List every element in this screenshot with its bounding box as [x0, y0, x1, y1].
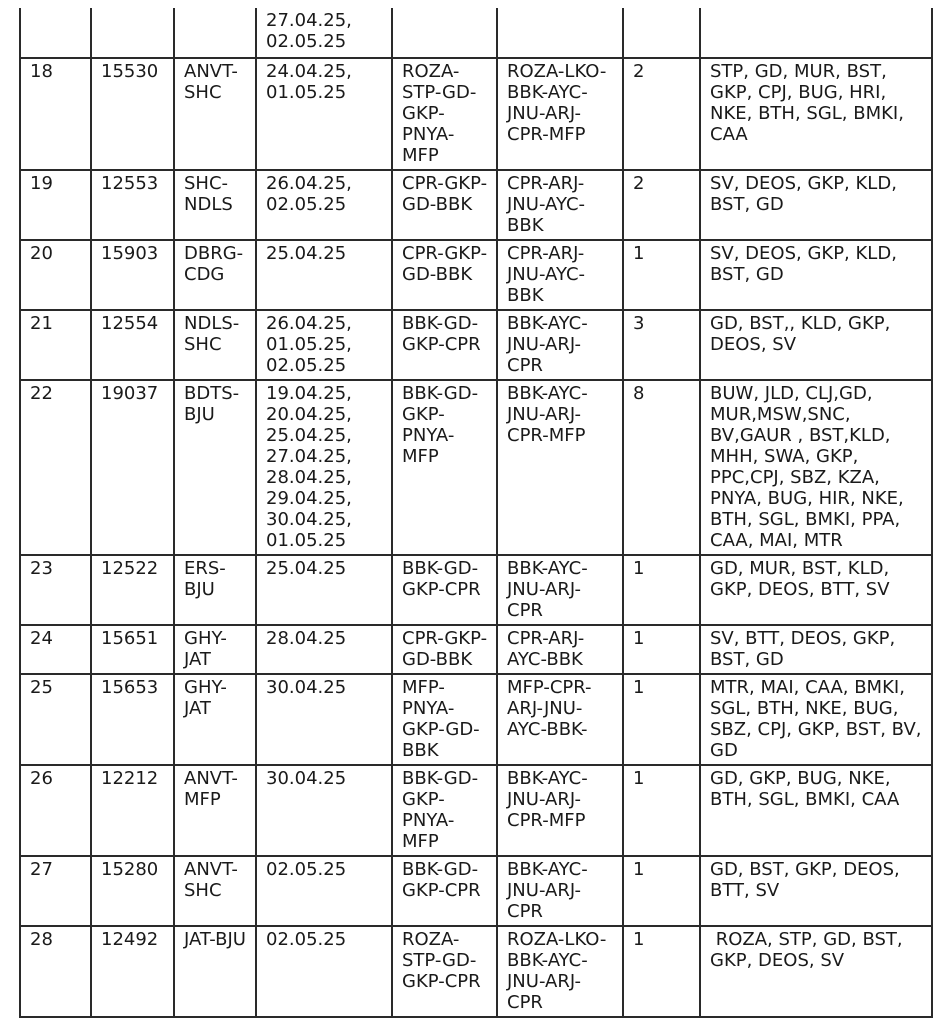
cell-count: 1 — [623, 765, 700, 856]
cell-serial-no: 27 — [20, 856, 91, 926]
cell-original-route: ROZA-STP-GD-GKP-CPR — [392, 926, 497, 1017]
cell-serial-no: 18 — [20, 58, 91, 170]
table-row — [20, 856, 932, 926]
cell-diverted-route: MFP-CPR-ARJ-JNU-AYC-BBK- — [497, 674, 623, 765]
cell-count: 1 — [623, 674, 700, 765]
cell-stations: ROZA, STP, GD, BST, GKP, DEOS, SV — [700, 926, 932, 1017]
cell-count: 2 — [623, 58, 700, 170]
cell-route: GHY-JAT — [174, 625, 256, 674]
cell-serial-no: 26 — [20, 765, 91, 856]
cell-serial-no: 24 — [20, 625, 91, 674]
cell-serial-no: 23 — [20, 555, 91, 625]
cell-count: 1 — [623, 240, 700, 310]
cell-train-no: 15903 — [91, 240, 174, 310]
cell-original-route: CPR-GKP-GD-BBK — [392, 240, 497, 310]
cell-route: ANVT-SHC — [174, 856, 256, 926]
cell-diverted-route: BBK-AYC-JNU-ARJ-CPR — [497, 310, 623, 380]
cell-stations — [700, 8, 932, 58]
cell-serial-no: 21 — [20, 310, 91, 380]
cell-stations: GD, MUR, BST, KLD, GKP, DEOS, BTT, SV — [700, 555, 932, 625]
cell-serial-no — [20, 8, 91, 58]
cell-serial-no: 19 — [20, 170, 91, 240]
cell-count: 1 — [623, 625, 700, 674]
cell-train-no: 15651 — [91, 625, 174, 674]
cell-route: ERS-BJU — [174, 555, 256, 625]
cell-train-no: 15530 — [91, 58, 174, 170]
cell-stations: GD, BST, GKP, DEOS, BTT, SV — [700, 856, 932, 926]
cell-dates: 24.04.25, 01.05.25 — [256, 58, 392, 170]
cell-train-no: 19037 — [91, 380, 174, 555]
cell-diverted-route: CPR-ARJ-JNU-AYC-BBK — [497, 170, 623, 240]
cell-route: BDTS-BJU — [174, 380, 256, 555]
cell-route — [174, 8, 256, 58]
cell-diverted-route: BBK-AYC-JNU-ARJ-CPR — [497, 856, 623, 926]
cell-count: 2 — [623, 170, 700, 240]
cell-train-no: 12492 — [91, 926, 174, 1017]
cell-stations: MTR, MAI, CAA, BMKI, SGL, BTH, NKE, BUG, SBZ, CPJ, GKP, BST, BV, GD — [700, 674, 932, 765]
table-row — [20, 765, 932, 856]
cell-stations: SV, DEOS, GKP, KLD, BST, GD — [700, 170, 932, 240]
cell-stations: GD, BST,, KLD, GKP, DEOS, SV — [700, 310, 932, 380]
cell-count: 8 — [623, 380, 700, 555]
cell-train-no — [91, 8, 174, 58]
cell-dates: 02.05.25 — [256, 926, 392, 1017]
table-row — [20, 240, 932, 310]
cell-original-route — [392, 8, 497, 58]
cell-original-route: BBK-GD-GKP-CPR — [392, 856, 497, 926]
cell-count — [623, 8, 700, 58]
cell-route: SHC-NDLS — [174, 170, 256, 240]
cell-diverted-route: CPR-ARJ-JNU-AYC-BBK — [497, 240, 623, 310]
cell-dates: 02.05.25 — [256, 856, 392, 926]
table-row — [20, 674, 932, 765]
cell-route: GHY-JAT — [174, 674, 256, 765]
cell-diverted-route — [497, 8, 623, 58]
cell-dates: 25.04.25 — [256, 240, 392, 310]
cell-count: 1 — [623, 856, 700, 926]
cell-train-no: 12212 — [91, 765, 174, 856]
cell-train-no: 12554 — [91, 310, 174, 380]
cell-diverted-route: ROZA-LKO-BBK-AYC-JNU-ARJ-CPR — [497, 926, 623, 1017]
cell-dates: 30.04.25 — [256, 765, 392, 856]
table-row — [20, 170, 932, 240]
cell-dates: 26.04.25, 01.05.25, 02.05.25 — [256, 310, 392, 380]
table-body — [20, 8, 932, 1017]
cell-train-no: 15280 — [91, 856, 174, 926]
cell-diverted-route: ROZA-LKO-BBK-AYC-JNU-ARJ-CPR-MFP — [497, 58, 623, 170]
cell-diverted-route: CPR-ARJ-AYC-BBK — [497, 625, 623, 674]
cell-route: ANVT-SHC — [174, 58, 256, 170]
table-row — [20, 380, 932, 555]
cell-original-route: BBK-GD-GKP-CPR — [392, 310, 497, 380]
cell-original-route: BBK-GD-GKP-PNYA-MFP — [392, 380, 497, 555]
cell-original-route: BBK-GD-GKP-PNYA-MFP — [392, 765, 497, 856]
table-row — [20, 926, 932, 1017]
cell-stations: SV, BTT, DEOS, GKP, BST, GD — [700, 625, 932, 674]
cell-original-route: MFP-PNYA-GKP-GD-BBK — [392, 674, 497, 765]
cell-diverted-route: BBK-AYC-JNU-ARJ-CPR — [497, 555, 623, 625]
cell-route: DBRG-CDG — [174, 240, 256, 310]
cell-original-route: ROZA-STP-GD-GKP-PNYA-MFP — [392, 58, 497, 170]
cell-count: 3 — [623, 310, 700, 380]
cell-count: 1 — [623, 926, 700, 1017]
train-diversion-table — [19, 8, 933, 1018]
cell-route: NDLS-SHC — [174, 310, 256, 380]
cell-stations: GD, GKP, BUG, NKE, BTH, SGL, BMKI, CAA — [700, 765, 932, 856]
cell-route: JAT-BJU — [174, 926, 256, 1017]
cell-stations: STP, GD, MUR, BST, GKP, CPJ, BUG, HRI, NKE, BTH, SGL, BMKI, CAA — [700, 58, 932, 170]
table-row — [20, 555, 932, 625]
table-row — [20, 310, 932, 380]
cell-stations: SV, DEOS, GKP, KLD, BST, GD — [700, 240, 932, 310]
cell-dates: 25.04.25 — [256, 555, 392, 625]
cell-train-no: 12522 — [91, 555, 174, 625]
cell-route: ANVT-MFP — [174, 765, 256, 856]
cell-original-route: CPR-GKP-GD-BBK — [392, 625, 497, 674]
cell-count: 1 — [623, 555, 700, 625]
table-row — [20, 625, 932, 674]
cell-dates: 30.04.25 — [256, 674, 392, 765]
cell-diverted-route: BBK-AYC-JNU-ARJ-CPR-MFP — [497, 380, 623, 555]
cell-diverted-route: BBK-AYC-JNU-ARJ-CPR-MFP — [497, 765, 623, 856]
cell-stations: BUW, JLD, CLJ,GD, MUR,MSW,SNC, BV,GAUR , BST,KLD, MHH, SWA, GKP, PPC,CPJ, SBZ, KZA, PNYA, BUG, HIR, NKE, BTH, SGL, BMKI, PPA, CAA, MAI, MTR — [700, 380, 932, 555]
cell-train-no: 12553 — [91, 170, 174, 240]
cell-dates: 19.04.25, 20.04.25, 25.04.25, 27.04.25, 28.04.25, 29.04.25, 30.04.25, 01.05.25 — [256, 380, 392, 555]
cell-serial-no: 25 — [20, 674, 91, 765]
cell-serial-no: 20 — [20, 240, 91, 310]
cell-serial-no: 28 — [20, 926, 91, 1017]
partial-table-row — [20, 8, 932, 58]
table-row — [20, 58, 932, 170]
cell-dates: 27.04.25, 02.05.25 — [256, 8, 392, 58]
cell-dates: 28.04.25 — [256, 625, 392, 674]
cell-dates: 26.04.25, 02.05.25 — [256, 170, 392, 240]
cell-original-route: CPR-GKP-GD-BBK — [392, 170, 497, 240]
cell-train-no: 15653 — [91, 674, 174, 765]
cell-original-route: BBK-GD-GKP-CPR — [392, 555, 497, 625]
cell-serial-no: 22 — [20, 380, 91, 555]
